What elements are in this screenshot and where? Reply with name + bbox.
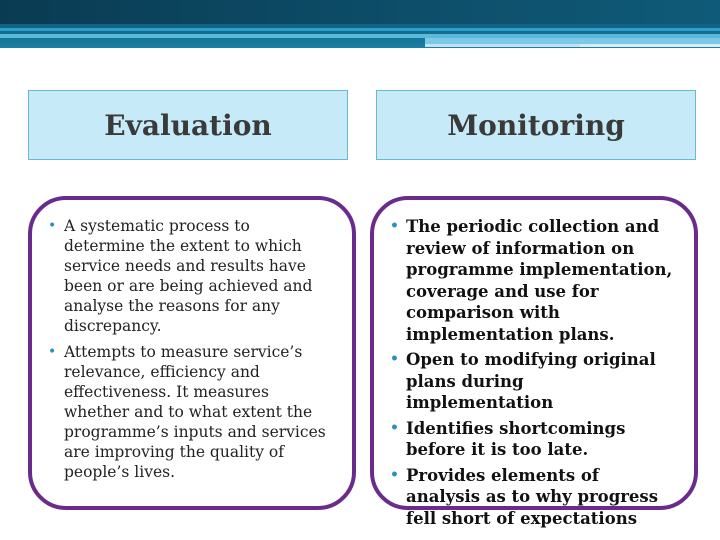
bullet-icon: • [390,218,399,234]
decorative-stripe [425,44,580,47]
evaluation-panel [28,196,356,510]
bullet-icon: • [390,351,399,367]
list-item [390,418,676,461]
evaluation-list [48,216,334,482]
evaluation-header [28,90,348,160]
list-item [390,349,676,414]
monitoring-panel [370,196,698,528]
list-item [390,216,676,345]
list-item-text: Attempts to measure service’s relevance, efficiency and effectiveness. It measures whether and to what extent the programme’s inputs and services are improving the quality of people’s lives. [64,343,326,481]
list-item-text: Identifies shortcomings before it is too late. [406,418,626,459]
list-item-text: A systematic process to determine the extent to which service needs and results have been or are being achieved and analyse the reasons for any discrepancy. [64,217,313,335]
list-item [390,465,676,530]
bullet-icon: • [48,344,57,360]
monitoring-header [376,90,696,160]
bullet-icon: • [390,466,399,483]
monitoring-list [390,216,676,529]
bullet-icon: • [390,419,399,436]
monitoring-header-label: Monitoring [447,108,625,142]
evaluation-header-label: Evaluation [104,108,272,142]
top-band-dark [0,0,720,24]
decorative-stripe [0,28,720,31]
list-item-text: The periodic collection and review of information on programme implementation, coverage and use for comparison with implementation plans. [406,217,673,344]
list-item [48,216,334,336]
decorative-stripe [580,44,720,47]
list-item-text: Provides elements of analysis as to why progress fell short of expectations [406,465,658,528]
list-item-text: Open to modifying original plans during implementation [406,350,656,412]
list-item [48,342,334,482]
bullet-icon: • [48,218,57,234]
